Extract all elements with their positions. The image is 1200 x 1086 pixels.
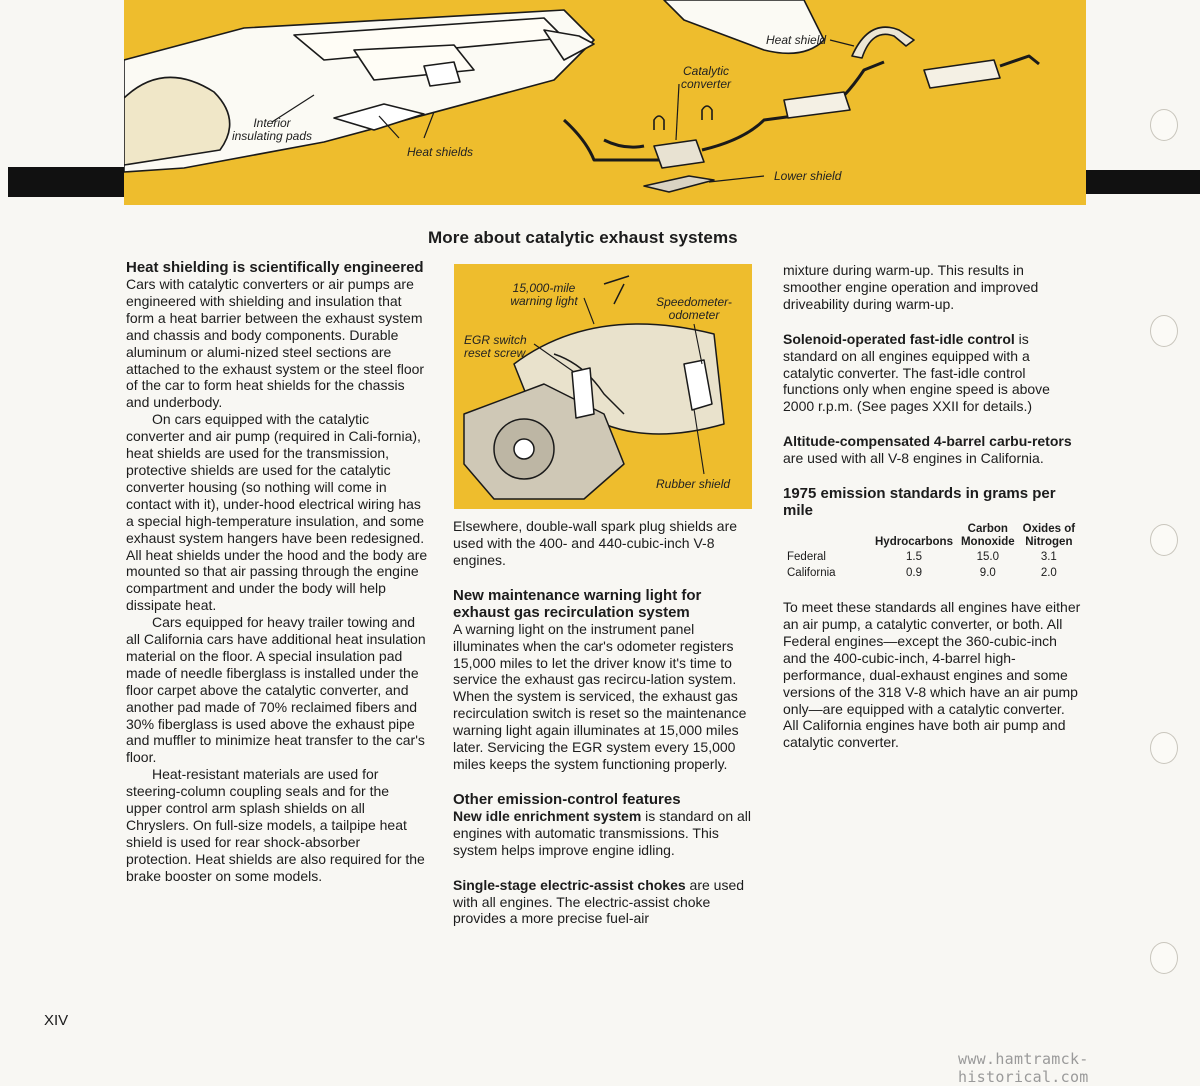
label-interior-line1: Interior <box>253 116 291 130</box>
label-egr-line2: reset screw <box>464 346 526 360</box>
label-rubber-shield: Rubber shield <box>656 477 731 491</box>
egr-warning-light-diagram <box>454 264 752 509</box>
label-catalytic-line1: Catalytic <box>682 64 729 78</box>
table-header-oxides-of-nitrogen <box>1019 523 1079 549</box>
label-heat-shield: Heat shield <box>766 33 827 47</box>
header-hc: Hydrocarbons <box>875 536 953 549</box>
label-egr-switch <box>464 334 527 360</box>
label-catalytic-line2: converter <box>680 77 732 91</box>
label-warning-line2: warning light <box>510 294 578 308</box>
row-label: California <box>787 567 836 580</box>
solenoid-body: is standard on all engines equipped with a catalytic converter. The fast-idle control functions only when engine speed is above 2000 r.p.m. (See pages XXII for details.) <box>783 330 1050 415</box>
altitude-paragraph <box>783 433 1083 467</box>
column-3 <box>783 262 1083 751</box>
altitude-body: are used with all V-8 engines in California. <box>783 450 1044 467</box>
table-row <box>783 549 1079 565</box>
column-1 <box>126 259 428 885</box>
warning-light-paragraph: A warning light on the instrument panel illuminates when the car's odometer registers 15,000 miles to let the driver know it's time to service the exhaust gas recircu-lation system. When the system is serviced, the exhaust gas recirculation switch is reset so the maintenance warning light again illuminates at 15,000 miles later. Servicing the EGR system every 15,000 miles keeps the system functioning properly. <box>453 620 747 772</box>
solenoid-paragraph <box>783 331 1083 416</box>
idle-enrichment-paragraph <box>453 808 759 859</box>
heading-other-features: Other emission-control features <box>453 790 681 808</box>
cell-value: 9.0 <box>979 567 996 580</box>
table-header-hydrocarbons <box>871 523 957 549</box>
table-row <box>783 565 1079 581</box>
cell-value: 0.9 <box>905 567 922 580</box>
binder-hole-2 <box>1150 315 1178 347</box>
label-catalytic-converter <box>666 65 746 91</box>
row-label: Federal <box>787 551 826 564</box>
binder-hole-3 <box>1150 524 1178 556</box>
label-interior-line2: insulating pads <box>231 129 313 143</box>
column-2 <box>453 518 759 927</box>
table-header-corner <box>783 523 871 549</box>
altitude-lead: Altitude-compensated 4-barrel carbu-retors <box>783 433 1072 450</box>
label-lower-shield: Lower shield <box>774 169 842 183</box>
paragraph-3: Cars equipped for heavy trailer towing and all California cars have additional heat insulation material on the floor. A special insulation pad made of needle fiberglass is installed under the floor carpet above the catalytic converter, and another pad made of 70% reclaimed fibers and 30% fiberglass is used above the exhaust pipe and muffler to minimize heat transfer to the car's floor. <box>126 614 426 766</box>
binder-hole-5 <box>1150 942 1178 974</box>
choke-paragraph <box>453 877 759 928</box>
watermark: www.hamtramck-historical.com <box>958 1050 1089 1086</box>
page-number: XIV <box>44 1012 69 1029</box>
cell-value: 15.0 <box>976 551 999 564</box>
idle-enrichment-body: is standard on all engines with automatic transmissions. This system helps improve engine idling. <box>453 807 752 858</box>
label-warning-light <box>494 282 594 308</box>
idle-enrichment-lead: New idle enrichment system <box>453 807 642 824</box>
binder-hole-1 <box>1150 109 1178 141</box>
binder-hole-4 <box>1150 732 1178 764</box>
emission-standards-table <box>783 523 1079 581</box>
label-speedometer-line2: odometer <box>668 308 720 322</box>
label-speedometer-line1: Speedometer- <box>656 295 732 309</box>
header-nox-line1: Oxides of <box>1022 523 1076 536</box>
table-header-row <box>783 523 1079 549</box>
paragraph-1: Cars with catalytic converters or air pumps are engineered with shielding and insulation that form a heat barrier between the exhaust system and chassis and body components. Durable aluminum or alumi-nized steel sections are attached to the exhaust system or the steel floor of the car to form heat shields for the chassis and underbody. <box>126 276 425 411</box>
cell-value: 3.1 <box>1040 551 1057 564</box>
heading-warning-light: New maintenance warning light for exhaust gas recirculation system <box>453 586 702 621</box>
header-co-line2: Monoxide <box>960 536 1015 549</box>
closing-paragraph: To meet these standards all engines have either an air pump, a catalytic converter, or both. All Federal engines—except the 360-cubic-inch and the 400-cubic-inch, 4-barrel high-performance, dual-exhaust engines and some versions of the 318 V-8 which have an air pump only—are equipped with a catalytic converter. All California engines have both air pump and catalytic converter. <box>783 599 1081 751</box>
label-warning-line1: 15,000-mile <box>512 281 576 295</box>
header-nox-line2: Nitrogen <box>1025 536 1073 549</box>
spark-plug-paragraph: Elsewhere, double-wall spark plug shields are used with the 400- and 440-cubic-inch V-8 engines. <box>453 518 738 568</box>
exhaust-illustration-banner <box>124 0 1086 205</box>
page-title: More about catalytic exhaust systems <box>428 228 738 247</box>
heading-emission-standards: 1975 emission standards in grams per mile <box>783 485 1056 520</box>
paragraph-2: On cars equipped with the catalytic converter and air pump (required in Cali-fornia), heat shields are used for the transmission, protective shields are used for the catalytic converter housing (so nothing will come in contact with it), under-hood electrical wiring has a special high-temperature insulation, and some exhaust system hangers have been redesigned. All heat shields under the hood and the body are mounted so that air passing through the engine compartment and under the body will help dissipate heat. <box>126 411 428 614</box>
paragraph-4: Heat-resistant materials are used for steering-column coupling seals and for the upper control arm splash shields on all Chryslers. On full-size models, a tailpipe heat shield is used for rear shock-absorber protection. Heat shields are also required for the brake booster on some models. <box>126 766 425 884</box>
solenoid-lead: Solenoid-operated fast-idle control <box>783 330 1015 347</box>
label-speedometer <box>644 296 744 322</box>
label-interior-insulating-pads <box>212 117 332 143</box>
label-egr-line1: EGR switch <box>464 333 527 347</box>
label-heat-shields: Heat shields <box>407 145 474 159</box>
choke-continuation: mixture during warm-up. This results in smoother engine operation and improved driveability during warm-up. <box>783 262 1039 312</box>
black-tab-right <box>1086 170 1200 194</box>
choke-body: are used with all engines. The electric-assist choke provides a more precise fuel-air <box>453 876 745 927</box>
table-header-carbon-monoxide <box>957 523 1019 549</box>
car-underbody-illustration <box>124 0 1086 205</box>
cell-value: 2.0 <box>1040 567 1057 580</box>
cell-value: 1.5 <box>905 551 922 564</box>
black-tab-left <box>8 167 124 197</box>
heading-heat-shielding: Heat shielding is scientifically engineered <box>126 259 424 276</box>
choke-lead: Single-stage electric-assist chokes <box>453 876 686 893</box>
header-co-line1: Carbon <box>967 523 1008 536</box>
